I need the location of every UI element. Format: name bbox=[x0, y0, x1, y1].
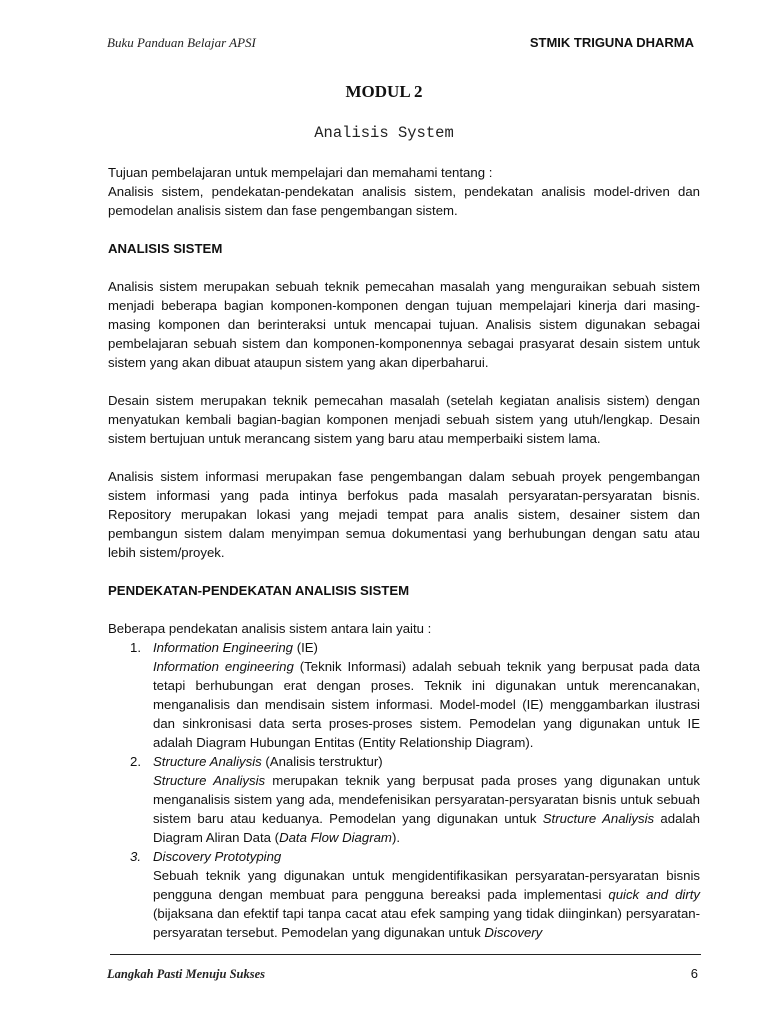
footer-divider bbox=[110, 954, 701, 955]
list-item-description: Sebuah teknik yang digunakan untuk mengidentifikasikan persyaratan-persyaratan bisnis pengguna dengan membuat para pengguna bereaksi pada implementasi quick and dirty (bijaksana dan efektif tapi tanpa cacat atau efek samping yang tidak diinginkan) persyaratan-persyaratan tersebut. Pemodelan yang digunakan untuk Discovery bbox=[153, 868, 701, 940]
list-item-title: Discovery Prototyping bbox=[153, 849, 282, 864]
module-title: MODUL 2 bbox=[345, 82, 423, 101]
paragraph: Analisis sistem merupakan sebuah teknik pemecahan masalah yang menguraikan sebuah sistem menjadi beberapa bagian komponen-komponen dengan tujuan mempelajari kinerja dari masing-masing komponen dan berinteraksi untuk mencapai tujuan. Analisis sistem digunakan sebagai pembelajaran sebuah sistem dan komponen-komponennya sebagai prasyarat desain sistem untuk sistem yang akan dibuat ataupun sistem yang akan diperbaharui. bbox=[108, 279, 700, 370]
list-item-description: Structure Analiysis merupakan teknik yang berpusat pada proses yang digunakan untuk menganalisis sistem yang ada, mendefenisikan persyaratan-persyaratan bisnis untuk sebuah sistem baru atau keduanya. Pemodelan yang digunakan untuk Structure Analiysis adalah Diagram Aliran Data (Data Flow Diagram). bbox=[153, 773, 700, 845]
list-number: 1. bbox=[130, 640, 141, 655]
main-content bbox=[108, 163, 700, 942]
paragraph: Analisis sistem informasi merupakan fase pengembangan dalam sebuah proyek pengembangan sistem informasi yang pada intinya berfokus pada masalah persyaratan-persyaratan bisnis. Repository merupakan lokasi yang mejadi tempat para analis sistem, desainer sistem dan pembangun sistem dalam menyimpan semua dokumentasi yang berhubungan dengan satu atau lebih sistem/proyek. bbox=[108, 469, 700, 560]
list-item bbox=[108, 847, 700, 942]
list-item bbox=[108, 638, 700, 752]
paragraph: Desain sistem merupakan teknik pemecahan masalah (setelah kegiatan analisis sistem) dengan menyatukan kembali bagian-bagian komponen menjadi sebuah sistem yang utuh/lengkap. Desain sistem bertujuan untuk merancang sistem yang baru atau memperbaiki sistem lama. bbox=[108, 393, 700, 446]
approaches-list bbox=[108, 638, 700, 942]
list-item bbox=[108, 752, 700, 847]
header-institution: STMIK TRIGUNA DHARMA bbox=[529, 35, 694, 50]
intro-topics: Analisis sistem, pendekatan-pendekatan analisis sistem, pendekatan analisis model-driven dan pemodelan analisis sistem dan fase pengembangan sistem. bbox=[108, 184, 700, 218]
list-item-title: Structure Analiysis (Analisis terstruktur) bbox=[153, 754, 383, 769]
list-number: 3. bbox=[130, 849, 141, 864]
header-book-title: Buku Panduan Belajar APSI bbox=[107, 35, 256, 50]
section-heading-pendekatan: PENDEKATAN-PENDEKATAN ANALISIS SISTEM bbox=[108, 583, 410, 598]
list-intro: Beberapa pendekatan analisis sistem antara lain yaitu : bbox=[108, 621, 432, 636]
page-number: 6 bbox=[690, 966, 698, 981]
section-heading-analisis: ANALISIS SISTEM bbox=[108, 241, 223, 256]
module-subtitle: Analisis System bbox=[314, 124, 454, 142]
list-number: 2. bbox=[130, 754, 141, 769]
list-item-title: Information Engineering (IE) bbox=[153, 640, 318, 655]
list-item-description: Information engineering (Teknik Informasi) adalah sebuah teknik yang berpusat pada data tetapi berhubungan erat dengan proses. Teknik ini digunakan untuk merencanakan, menganalisis dan mendisain sistem informasi. Model-model (IE) menggambarkan ilustrasi dan sinkronisasi data serta proses-proses sistem. Pemodelan yang digunakan untuk IE adalah Diagram Hubungan Entitas (Entity Relationship Diagram). bbox=[153, 659, 700, 750]
intro-line: Tujuan pembelajaran untuk mempelajari dan memahami tentang : bbox=[108, 165, 493, 180]
footer-motto: Langkah Pasti Menuju Sukses bbox=[107, 967, 266, 981]
